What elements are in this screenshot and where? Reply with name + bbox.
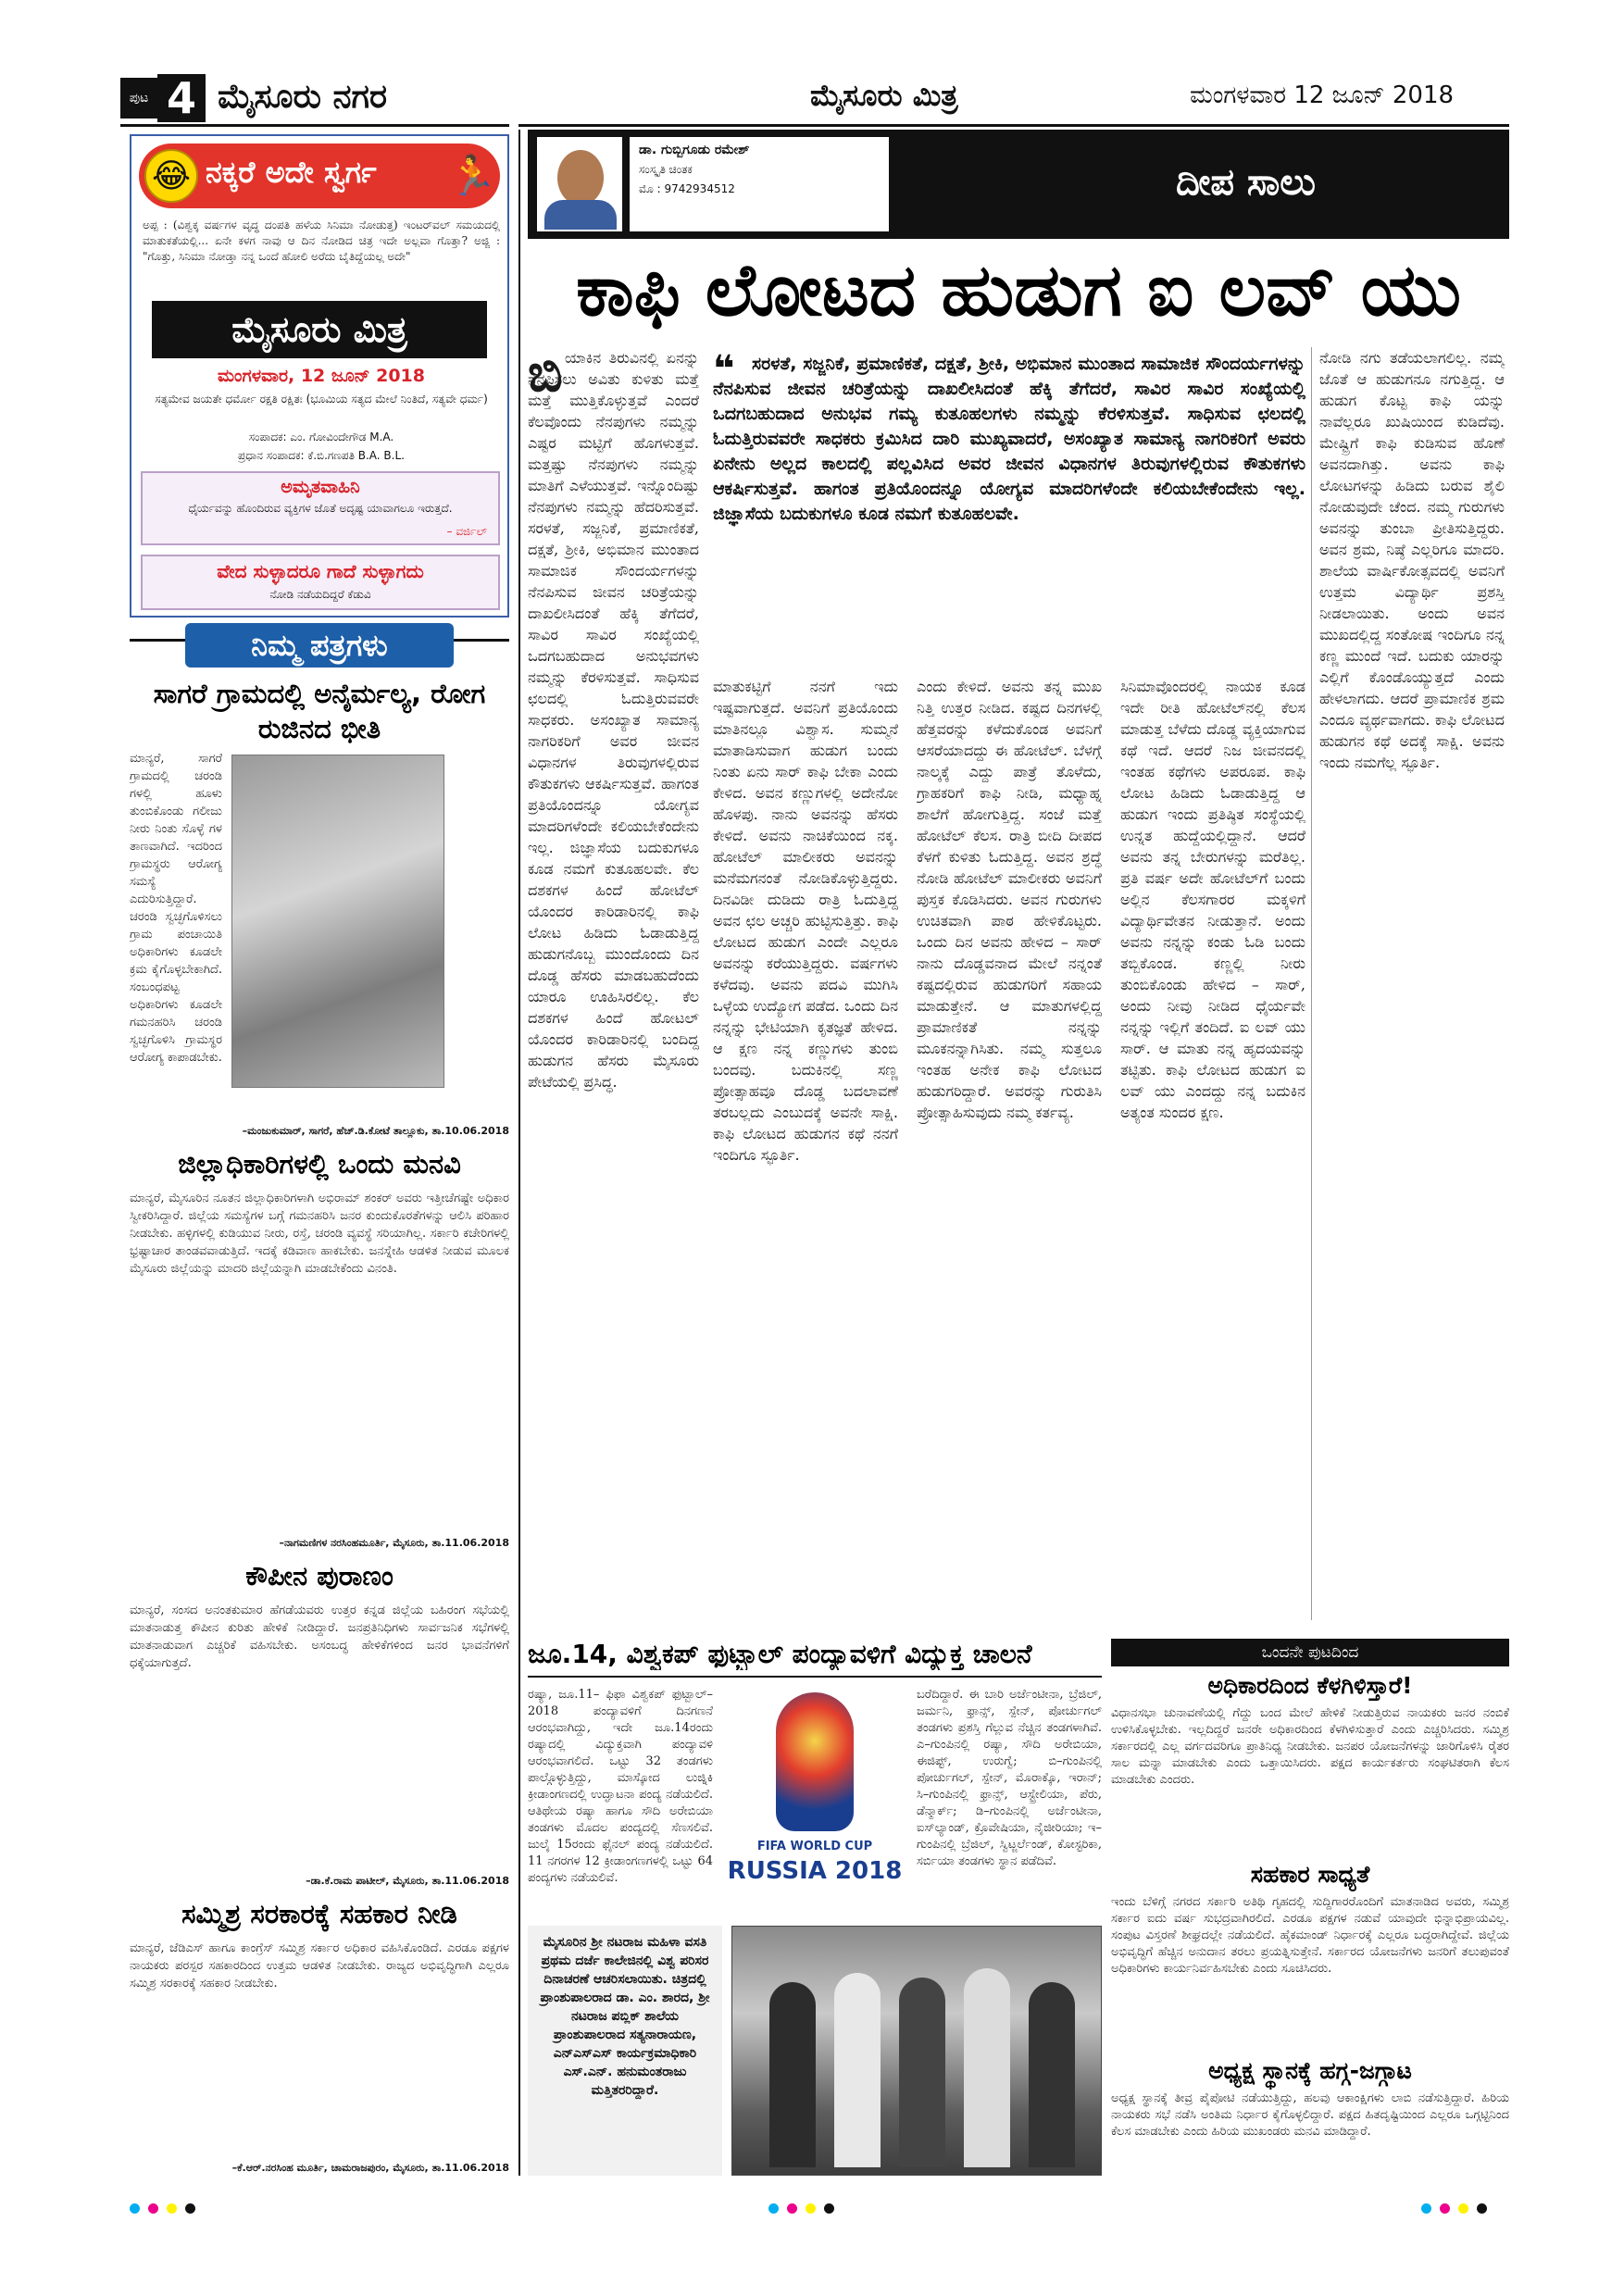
cartoon-icon: 🏃	[448, 153, 497, 198]
amrutha-text: ಧೈರ್ಯವನ್ನು ಹೊಂದಿರುವ ವ್ಯಕ್ತಿಗಳ ಜೊತೆ ಅದೃಷ್ಟ ಯಾವಾಗಲೂ ಇರುತ್ತದೆ.	[188, 502, 453, 515]
rb-head3: ಅಧ್ಯಕ್ಷ ಸ್ಥಾನಕ್ಕೆ ಹಗ್ಗ-ಜಗ್ಗಾಟ	[1208, 2057, 1412, 2084]
column-divider	[518, 130, 520, 2176]
letter4-body: ಮಾನ್ಯರೆ, ಜೆಡಿಎಸ್ ಹಾಗೂ ಕಾಂಗ್ರೆಸ್ ಸಮ್ಮಿಶ್ರ ಸರ್ಕಾರ ಅಧಿಕಾರ ವಹಿಸಿಕೊಂಡಿದೆ. ಎರಡೂ ಪಕ್ಷಗಳ ನಾಯಕರು ಪರಸ್ಪರ ಸಹಕಾರದಿಂದ ಉತ್ತಮ ಆಡಳಿತ ನೀಡಬೇಕು. ರಾಜ್ಯದ ಅಭಿವೃದ್ಧಿಗಾಗಿ ಎಲ್ಲರೂ ಸಮ್ಮಿಶ್ರ ಸರಕಾರಕ್ಕೆ ಸಹಕಾರ ನೀಡಬೇಕು.	[130, 1941, 509, 1990]
registration-marks-center	[768, 2200, 843, 2217]
fifa-body1: ರಷ್ಯಾ, ಜೂ.11– ಫಿಫಾ ವಿಶ್ವಕಪ್ ಫುಟ್ಬಾಲ್–2018 ಪಂದ್ಯಾವಳಿಗೆ ದಿನಗಣನೆ ಆರಂಭವಾಗಿದ್ದು, ಇದೇ ಜೂ.14ರಂದು ರಷ್ಯಾದಲ್ಲಿ ವಿದ್ಯುಕ್ತವಾಗಿ ಪಂದ್ಯಾವಳಿ ಆರಂಭವಾಗಲಿದೆ. ಒಟ್ಟು 32 ತಂಡಗಳು ಪಾಲ್ಗೊಳ್ಳುತ್ತಿದ್ದು, ಮಾಸ್ಕೋದ ಲುಜ್ನಿಕಿ ಕ್ರೀಡಾಂಗಣದಲ್ಲಿ ಉದ್ಘಾಟನಾ ಪಂದ್ಯ ನಡೆಯಲಿದೆ. ಆತಿಥೇಯ ರಷ್ಯಾ ಹಾಗೂ ಸೌದಿ ಅರೇಬಿಯಾ ತಂಡಗಳು ಮೊದಲ ಪಂದ್ಯದಲ್ಲಿ ಸೆಣಸಲಿವೆ. ಜುಲೈ 15ರಂದು ಫೈನಲ್ ಪಂದ್ಯ ನಡೆಯಲಿದೆ. 11 ನಗರಗಳ 12 ಕ್ರೀಡಾಂಗಣಗಳಲ್ಲಿ ಒಟ್ಟು 64 ಪಂದ್ಯಗಳು ನಡೆಯಲಿವೆ.	[528, 1688, 713, 1885]
registration-marks-left	[130, 2200, 204, 2217]
letters-banner: ನಿಮ್ಮ ಪತ್ರಗಳು	[185, 623, 454, 668]
humor-box	[130, 134, 509, 618]
registration-marks-right	[1421, 2200, 1495, 2217]
drop-cap: ಬಿ	[528, 347, 563, 399]
amrutha-box	[141, 471, 500, 545]
intro-text: ಸರಳತೆ, ಸಜ್ಜನಿಕೆ, ಪ್ರಮಾಣಿಕತೆ, ದಕ್ಷತೆ, ಶ್ರೀಕಿ, ಅಭಿಮಾನ ಮುಂತಾದ ಸಾಮಾಜಿಕ ಸೌಂದರ್ಯಗಳನ್ನು ನೆನಪಿಸುವ ಜೀವನ ಚರಿತ್ರೆಯನ್ನು ದಾಖಲೀಸಿದಂತೆ ಹೆಕ್ಕಿ ತೆಗೆದರೆ, ಸಾವಿರ ಸಾವಿರ ಸಂಖ್ಯೆಯಲ್ಲಿ ಒದಗಬಹುದಾದ ಅನುಭವ ಗಮ್ಯ ಕುತೂಹಲಗಳು ನಮ್ಮನ್ನು ಕೆರಳಿಸುತ್ತವೆ. ಸಾಧಿಸುವ ಛಲದಲ್ಲಿ ಓದುತ್ತಿರುವವರೇ ಸಾಧಕರು ಕ್ರಮಿಸಿದ ದಾರಿ ಮುಖ್ಯವಾದರೆ, ಅಸಂಖ್ಯಾತ ಸಾಮಾನ್ಯ ನಾಗರಿಕರಿಗೆ ಅವರು ಏನೇನು ಅಲ್ಲದ ಕಾಲದಲ್ಲಿ ಪಲ್ಲವಿಸಿದ ಅವರ ಜೀವನ ವಿಧಾನಗಳ ತಿರುವುಗಳಲ್ಲಿರುವ ಕೌತುಕಗಳು ಆಕರ್ಷಿಸುತ್ತವೆ. ಹಾಗಂತ ಪ್ರತಿಯೊಂದನ್ನೂ ಯೋಗ್ಯವ ಮಾದರಿಗಳೆಂದೇ ಕಲಿಯಬೇಕೆಂದೇನು ಇಲ್ಲ. ಜಿಜ್ಞಾಸೆಯ ಬದುಕುಗಳೂ ಕೂಡ ನಮಗೆ ಕುತೂಹಲವೇ.	[713, 354, 1305, 524]
rb-head1: ಅಧಿಕಾರದಿಂದ ಕೆಳಗಿಳಿಸ್ತಾರೆ!	[1207, 1672, 1413, 1699]
paper-name: ಮೈಸೂರು ಮಿತ್ರ	[810, 78, 958, 113]
letter2-body: ಮಾನ್ಯರೆ, ಮೈಸೂರಿನ ನೂತನ ಜಿಲ್ಲಾಧಿಕಾರಿಗಳಾಗಿ ಅಭಿರಾಮ್ ಶಂಕರ್ ಅವರು ಇತ್ತೀಚೆಗಷ್ಟೇ ಅಧಿಕಾರ ಸ್ವೀಕರಿಸಿದ್ದಾರೆ. ಜಿಲ್ಲೆಯ ಸಮಸ್ಯೆಗಳ ಬಗ್ಗೆ ಗಮನಹರಿಸಿ ಜನರ ಕುಂದುಕೊರತೆಗಳನ್ನು ಆಲಿಸಿ ಪರಿಹಾರ ನೀಡಬೇಕು. ಹಳ್ಳಿಗಳಲ್ಲಿ ಕುಡಿಯುವ ನೀರು, ರಸ್ತೆ, ಚರಂಡಿ ವ್ಯವಸ್ಥೆ ಸರಿಯಾಗಿಲ್ಲ. ಸರ್ಕಾರಿ ಕಚೇರಿಗಳಲ್ಲಿ ಭ್ರಷ್ಟಾಚಾರ ತಾಂಡವವಾಡುತ್ತಿದೆ. ಇದಕ್ಕೆ ಕಡಿವಾಣ ಹಾಕಬೇಕು. ಜನಸ್ನೇಹಿ ಆಡಳಿತ ನೀಡುವ ಮೂಲಕ ಮೈಸೂರು ಜಿಲ್ಲೆಯನ್ನು ಮಾದರಿ ಜಿಲ್ಲೆಯನ್ನಾಗಿ ಮಾಡಬೇಕೆಂದು ವಿನಂತಿ.	[130, 1192, 509, 1276]
event-photo	[731, 1926, 1102, 2176]
quote-mark: ❝	[713, 348, 735, 391]
humor-title-bar	[139, 144, 500, 208]
column-name: ದೀಪ ಸಾಲು	[1176, 161, 1316, 204]
issue-date: ಮಂಗಳವಾರ 12 ಜೂನ್ 2018	[1190, 81, 1455, 109]
right-bottom	[1111, 1639, 1509, 2176]
letter2-title: ಜಿಲ್ಲಾಧಿಕಾರಿಗಳಲ್ಲಿ ಒಂದು ಮನವಿ	[178, 1148, 461, 1179]
proverb-sub: ನೋಡಿ ನಡೆಯದಿದ್ದರೆ ಕೆಡುವಿ	[269, 588, 371, 601]
person-silhouette	[964, 1968, 1010, 2167]
motto: ಸತ್ಯಮೇವ ಜಯತೇ ಧರ್ಮೋ ರಕ್ಷತಿ ರಕ್ಷಿತಃ (ಭೂಮಿಯ ಸತ್ಯದ ಮೇಲೆ ನಿಂತಿದೆ, ಸತ್ಯವೇ ಧರ್ಮ)	[155, 393, 488, 406]
masthead-rule-left	[120, 124, 509, 127]
column-header-bar	[528, 130, 1509, 239]
author-phone: ಮೊ : 9742934512	[639, 182, 735, 195]
event-caption: ಮೈಸೂರಿನ ಶ್ರೀ ನಟರಾಜ ಮಹಿಳಾ ವಸತಿ ಪ್ರಥಮ ದರ್ಜೆ ಕಾಲೇಜಿನಲ್ಲಿ ವಿಶ್ವ ಪರಿಸರ ದಿನಾಚರಣೆ ಆಚರಿಸಲಾಯಿತು. ಚಿತ್ರದಲ್ಲಿ ಪ್ರಾಂಶುಪಾಲರಾದ ಡಾ. ಎಂ. ಶಾರದ, ಶ್ರೀ ನಟರಾಜ ಪಬ್ಲಿಕ್ ಶಾಲೆಯ ಪ್ರಾಂಶುಪಾಲರಾದ ಸತ್ಯನಾರಾಯಣ, ಎನ್‌ಎಸ್‌ಎಸ್ ಕಾರ್ಯಕ್ರಮಾಧಿಕಾರಿ ಎಸ್.ಎನ್. ಹನುಮಂತರಾಜು ಮತ್ತಿತರರಿದ್ದಾರೆ.	[528, 1926, 722, 2176]
fifa-rule	[528, 1676, 1102, 1678]
continued-bar: ಒಂದನೇ ಪುಟದಿಂದ	[1111, 1639, 1509, 1666]
headline: ಕಾಫಿ ಲೋಟದ ಹುಡುಗ ಐ ಲವ್ ಯು	[576, 249, 1461, 332]
amrutha-title: ಅಮೃತವಾಹಿನಿ	[281, 477, 360, 497]
humor-title: ನಕ್ಕರೆ ಅದೇ ಸ್ವರ್ಗ	[206, 155, 377, 190]
page-label-box: ಪುಟ	[120, 78, 157, 119]
logo-text2: RUSSIA 2018	[727, 1857, 903, 1885]
col3: ಎಂದು ಕೇಳಿದೆ. ಅವನು ತನ್ನ ಮುಖ ನಿತ್ತಿ ಉತ್ತರ ನೀಡಿದ. ಕಷ್ಟದ ದಿನಗಳಲ್ಲಿ ಹೆತ್ತವರನ್ನು ಕಳೆದುಕೊಂಡ ಅವನಿಗೆ ಆಸರೆಯಾದದ್ದು ಈ ಹೋಟೆಲ್. ಬೆಳಗ್ಗೆ ನಾಲ್ಕಕ್ಕೆ ಎದ್ದು ಪಾತ್ರೆ ತೊಳೆದು, ಗ್ರಾಹಕರಿಗೆ ಕಾಫಿ ನೀಡಿ, ಮಧ್ಯಾಹ್ನ ಶಾಲೆಗೆ ಹೋಗುತ್ತಿದ್ದ. ಸಂಜೆ ಮತ್ತೆ ಹೋಟೆಲ್ ಕೆಲಸ. ರಾತ್ರಿ ಬೀದಿ ದೀಪದ ಕೆಳಗೆ ಕುಳಿತು ಓದುತ್ತಿದ್ದ. ಅವನ ಶ್ರದ್ಧೆ ನೋಡಿ ಹೋಟೆಲ್ ಮಾಲೀಕರು ಅವನಿಗೆ ಪುಸ್ತಕ ಕೊಡಿಸಿದರು. ಅವನ ಗುರುಗಳು ಉಚಿತವಾಗಿ ಪಾಠ ಹೇಳಿಕೊಟ್ಟರು. ಒಂದು ದಿನ ಅವನು ಹೇಳಿದ – ಸಾರ್ ನಾನು ದೊಡ್ಡವನಾದ ಮೇಲೆ ನನ್ನಂತೆ ಕಷ್ಟದಲ್ಲಿರುವ ಹುಡುಗರಿಗೆ ಸಹಾಯ ಮಾಡುತ್ತೇನೆ. ಆ ಮಾತುಗಳಲ್ಲಿದ್ದ ಪ್ರಾಮಾಣಿಕತೆ ನನ್ನನ್ನು ಮೂಕನನ್ನಾಗಿಸಿತು. ನಮ್ಮ ಸುತ್ತಲೂ ಇಂತಹ ಅನೇಕ ಕಾಫಿ ಲೋಟದ ಹುಡುಗರಿದ್ದಾರೆ. ಅವರನ್ನು ಗುರುತಿಸಿ ಪ್ರೋತ್ಸಾಹಿಸುವುದು ನಮ್ಮ ಕರ್ತವ್ಯ.	[917, 678, 1102, 1121]
proverb: ವೇದ ಸುಳ್ಳಾದರೂ ಗಾದೆ ಸುಳ್ಳಾಗದು	[217, 560, 424, 582]
author-face	[557, 150, 604, 206]
fifa-headline: ಜೂ.14, ವಿಶ್ವಕಪ್ ಫುಟ್ಬಾಲ್ ಪಂದ್ಯಾವಳಿಗೆ ವಿದ್ಯುಕ್ತ ಚಾಲನೆ	[528, 1639, 1032, 1669]
rb-head2: ಸಹಕಾರ ಸಾಧ್ಯತೆ	[1250, 1861, 1370, 1888]
section-name: ಮೈಸೂರು ನಗರ	[218, 78, 388, 116]
person-silhouette	[1029, 1982, 1075, 2167]
logo-text1: FIFA WORLD CUP	[756, 1840, 873, 1853]
author-role: ಸಂಸ್ಕೃತಿ ಚಿಂತಕ	[639, 163, 693, 176]
laugh-icon: 😂	[144, 149, 198, 203]
editor-line: ಸಂಪಾದಕ: ಎಂ. ಗೋವಿಂದೇಗೌಡ M.A.	[248, 430, 394, 443]
masthead-rule-right	[518, 124, 1509, 127]
letter4-sign: –ಕೆ.ಆರ್.ನರಸಿಂಹ ಮೂರ್ತಿ, ಚಾಮರಾಜಪುರಂ, ಮೈಸೂರು, ತಾ.11.06.2018	[231, 2162, 509, 2174]
rb-body2: ಇಂದು ಬೆಳಿಗ್ಗೆ ನಗರದ ಸರ್ಕಾರಿ ಅತಿಥಿ ಗೃಹದಲ್ಲಿ ಸುದ್ದಿಗಾರರೊಂದಿಗೆ ಮಾತನಾಡಿದ ಅವರು, ಸಮ್ಮಿಶ್ರ ಸರ್ಕಾರ ಐದು ವರ್ಷ ಸುಭದ್ರವಾಗಿರಲಿದೆ. ಎರಡೂ ಪಕ್ಷಗಳ ನಡುವೆ ಯಾವುದೇ ಭಿನ್ನಾಭಿಪ್ರಾಯವಿಲ್ಲ. ಸಂಪುಟ ವಿಸ್ತರಣೆ ಶೀಘ್ರದಲ್ಲೇ ನಡೆಯಲಿದೆ. ಹೈಕಮಾಂಡ್ ನಿರ್ಧಾರಕ್ಕೆ ಎಲ್ಲರೂ ಬದ್ಧರಾಗಿದ್ದೇವೆ. ಜಿಲ್ಲೆಯ ಅಭಿವೃದ್ಧಿಗೆ ಹೆಚ್ಚಿನ ಅನುದಾನ ತರಲು ಪ್ರಯತ್ನಿಸುತ್ತೇನೆ. ಸರ್ಕಾರದ ಯೋಜನೆಗಳು ಜನರಿಗೆ ತಲುಪುವಂತೆ ಅಧಿಕಾರಿಗಳು ಕಾರ್ಯನಿರ್ವಹಿಸಬೇಕು ಎಂದು ಸೂಚಿಸಿದರು.	[1111, 1895, 1509, 1976]
letter3-body: ಮಾನ್ಯರೆ, ಸಂಸದ ಅನಂತಕುಮಾರ ಹೆಗಡೆಯವರು ಉತ್ತರ ಕನ್ನಡ ಜಿಲ್ಲೆಯ ಬಹಿರಂಗ ಸಭೆಯಲ್ಲಿ ಮಾತನಾಡುತ್ತ ಕೌಪೀನ ಕುರಿತು ಹೇಳಿಕೆ ನೀಡಿದ್ದಾರೆ. ಜನಪ್ರತಿನಿಧಿಗಳು ಸಾರ್ವಜನಿಕ ಸಭೆಗಳಲ್ಲಿ ಮಾತನಾಡುವಾಗ ಎಚ್ಚರಿಕೆ ವಹಿಸಬೇಕು. ಅಸಂಬದ್ಧ ಹೇಳಿಕೆಗಳಿಂದ ಜನರ ಭಾವನೆಗಳಿಗೆ ಧಕ್ಕೆಯಾಗುತ್ತದೆ.	[130, 1603, 509, 1670]
col4: ಸಿನಿಮಾವೊಂದರಲ್ಲಿ ನಾಯಕ ಕೂಡ ಇದೇ ರೀತಿ ಹೋಟೆಲ್‌ನಲ್ಲಿ ಕೆಲಸ ಮಾಡುತ್ತ ಬೆಳೆದು ದೊಡ್ಡ ವ್ಯಕ್ತಿಯಾಗುವ ಕಥೆ ಇದೆ. ಆದರೆ ನಿಜ ಜೀವನದಲ್ಲಿ ಇಂತಹ ಕಥೆಗಳು ಅಪರೂಪ. ಕಾಫಿ ಲೋಟ ಹಿಡಿದು ಓಡಾಡುತ್ತಿದ್ದ ಆ ಹುಡುಗ ಇಂದು ಪ್ರತಿಷ್ಠಿತ ಸಂಸ್ಥೆಯಲ್ಲಿ ಉನ್ನತ ಹುದ್ದೆಯಲ್ಲಿದ್ದಾನೆ. ಆದರೆ ಅವನು ತನ್ನ ಬೇರುಗಳನ್ನು ಮರೆತಿಲ್ಲ. ಪ್ರತಿ ವರ್ಷ ಅದೇ ಹೋಟೆಲ್‌ಗೆ ಬಂದು ಅಲ್ಲಿನ ಕೆಲಸಗಾರರ ಮಕ್ಕಳಿಗೆ ವಿದ್ಯಾರ್ಥಿವೇತನ ನೀಡುತ್ತಾನೆ. ಅಂದು ಅವನು ನನ್ನನ್ನು ಕಂಡು ಓಡಿ ಬಂದು ತಬ್ಬಿಕೊಂಡ. ಕಣ್ಣಲ್ಲಿ ನೀರು ತುಂಬಿಕೊಂಡು ಹೇಳಿದ – ಸಾರ್, ಅಂದು ನೀವು ನೀಡಿದ ಧೈರ್ಯವೇ ನನ್ನನ್ನು ಇಲ್ಲಿಗೆ ತಂದಿದೆ. ಐ ಲವ್ ಯು ಸಾರ್. ಆ ಮಾತು ನನ್ನ ಹೃದಯವನ್ನು ತಟ್ಟಿತು. ಕಾಫಿ ಲೋಟದ ಹುಡುಗ ಐ ಲವ್ ಯು ಎಂದದ್ದು ನನ್ನ ಬದುಕಿನ ಅತ್ಯಂತ ಸುಂದರ ಕ್ಷಣ.	[1120, 678, 1305, 1121]
letter1-title: ಸಾಗರೆ ಗ್ರಾಮದಲ್ಲಿ ಅನೈರ್ಮಲ್ಯ, ರೋಗ ರುಜಿನದ ಭೀತಿ	[153, 678, 486, 744]
rb-body1: ವಿಧಾನಸಭಾ ಚುನಾವಣೆಯಲ್ಲಿ ಗೆದ್ದು ಬಂದ ಮೇಲೆ ಹೇಳಿಕೆ ನೀಡುತ್ತಿರುವ ನಾಯಕರು ಜನರ ನಂಬಿಕೆ ಉಳಿಸಿಕೊಳ್ಳಬೇಕು. ಇಲ್ಲದಿದ್ದರೆ ಜನರೇ ಅಧಿಕಾರದಿಂದ ಕೆಳಗಿಳಿಸುತ್ತಾರೆ ಎಂದು ಎಚ್ಚರಿಸಿದರು. ಸಮ್ಮಿಶ್ರ ಸರ್ಕಾರದಲ್ಲಿ ಎಲ್ಲ ವರ್ಗದವರಿಗೂ ಪ್ರಾತಿನಿಧ್ಯ ನೀಡಬೇಕು. ಜನಪರ ಯೋಜನೆಗಳನ್ನು ಜಾರಿಗೊಳಿಸಿ ರೈತರ ಸಾಲ ಮನ್ನಾ ಮಾಡಬೇಕು ಎಂದು ಒತ್ತಾಯಿಸಿದರು. ಪಕ್ಷದ ಕಾರ್ಯಕರ್ತರು ಸಂಘಟಿತರಾಗಿ ಕೆಲಸ ಮಾಡಬೇಕು ಎಂದರು.	[1111, 1706, 1509, 1787]
trophy-icon	[776, 1692, 854, 1831]
humor-text: ಅಪ್ಪ : (ವಿಶ್ವಕ್ಕ ವರ್ಷಗಳ ವೃದ್ಧ ದಂಪತಿ ಹಳೆಯ ಸಿನಿಮಾ ನೋಡುತ್ತ) ಇಂಟರ್‌ವಲ್ ಸಮಯದಲ್ಲಿ ಮಾತುಕತೆಯಲ್ಲಿ... ಏನೇ ಕಳಗ ನಾವು ಆ ದಿನ ನೋಡಿದ ಚಿತ್ರ ಇದೇ ಅಲ್ಲವಾ ಗೊತ್ತಾ? ಅಜ್ಜಿ : "ಗೊತ್ತು, ಸಿನಿಮಾ ನೋಡ್ತಾ ನನ್ನ ಒಂದೆ ಹೋಲಿ ಅರೆದು ಬೈತಿದ್ದೆಯಲ್ಲ ಅದೇ"	[143, 218, 500, 263]
amrutha-author: – ವರ್ಜಿಲ್	[446, 525, 487, 538]
col1-top: ಯಾಕಿನ ತಿರುವಿನಲ್ಲಿ ಏನನ್ನು ನೆನಪಿಸಲು ಅವಿತು ಕುಳಿತು ಮತ್ತೆ ಮತ್ತೆ ಮುತ್ತಿಕೊಳ್ಳುತ್ತವೆ ಎಂದರೆ ಕೆಲವೊಂದು ನೆನಪುಗಳು ನಮ್ಮನ್ನು ಎಷ್ಟರ ಮಟ್ಟಿಗೆ ಹೊಗಳುತ್ತವೆ. ಮತ್ತಷ್ಟು ನೆನಪುಗಳು ನಮ್ಮನ್ನು ಮಾತಿಗೆ ಎಳೆಯುತ್ತವೆ. ಇನ್ನೊಂದಿಷ್ಟು ನೆನಪುಗಳು ನಮ್ಮನ್ನು ಹೆದರಿಸುತ್ತವೆ. ಸರಳತೆ, ಸಜ್ಜನಿಕೆ, ಪ್ರಮಾಣಿಕತೆ, ದಕ್ಷತೆ, ಶ್ರೀಕಿ, ಅಭಿಮಾನ ಮುಂತಾದ ಸಾಮಾಜಿಕ ಸೌಂದರ್ಯಗಳನ್ನು ನೆನಪಿಸುವ ಜೀವನ ಚರಿತ್ರೆಯನ್ನು ದಾಖಲೀಸಿದಂತೆ ಹೆಕ್ಕಿ ತೆಗೆದರೆ, ಸಾವಿರ ಸಾವಿರ ಸಂಖ್ಯೆಯಲ್ಲಿ ಒದಗಬಹುದಾದ ಅನುಭವಗಳು ನಮ್ಮನ್ನು ಕೆರಳಿಸುತ್ತವೆ. ಸಾಧಿಸುವ ಛಲದಲ್ಲಿ ಓದುತ್ತಿರುವವರೇ ಸಾಧಕರು. ಅಸಂಖ್ಯಾತ ಸಾಮಾನ್ಯ ನಾಗರಿಕರಿಗೆ ಅವರ ಜೀವನ ವಿಧಾನಗಳ ತಿರುವುಗಳಲ್ಲಿರುವ ಕೌತುಕಗಳು ಆಕರ್ಷಿಸುತ್ತವೆ. ಹಾಗಂತ ಪ್ರತಿಯೊಂದನ್ನೂ ಯೋಗ್ಯವ ಮಾದರಿಗಳೆಂದೇ ಕಲಿಯಬೇಕೆಂದೇನು ಇಲ್ಲ. ಜಿಜ್ಞಾಸೆಯ ಬದುಕುಗಳೂ ಕೂಡ ನಮಗೆ ಕುತೂಹಲವೇ. ಕೆಲ ದಶಕಗಳ ಹಿಂದೆ ಹೋಟೆಲ್ ಯೊಂದರ ಕಾರಿಡಾರಿನಲ್ಲಿ ಕಾಫಿ ಲೋಟ ಹಿಡಿದು ಓಡಾಡುತ್ತಿದ್ದ ಹುಡುಗನೊಬ್ಬ ಮುಂದೊಂದು ದಿನ ದೊಡ್ಡ ಹೆಸರು ಮಾಡಬಹುದೆಂದು ಯಾರೂ ಊಹಿಸಿರಲಿಲ್ಲ. ಕೆಲ ದಶಕಗಳ ಹಿಂದೆ ಹೋಟಲ್ ಯೊಂದರ ಕಾರಿಡಾರಿನಲ್ಲಿ ಬಂದಿದ್ದ ಹುಡುಗನ ಹೆಸರು ಮೈಸೂರು ಪೇಟೆಯಲ್ಲಿ ಪ್ರಸಿದ್ಧ.	[528, 349, 699, 1091]
person-silhouette	[769, 1982, 816, 2167]
fifa-body2: ಬರೆದಿದ್ದಾರೆ. ಈ ಬಾರಿ ಅರ್ಜೆಂಟೀನಾ, ಬ್ರೆಜಿಲ್, ಜರ್ಮನಿ, ಫ್ರಾನ್ಸ್, ಸ್ಪೇನ್, ಪೋರ್ಚುಗಲ್ ತಂಡಗಳು ಪ್ರಶಸ್ತಿ ಗೆಲ್ಲುವ ನೆಚ್ಚಿನ ತಂಡಗಳಾಗಿವೆ. ಎ–ಗುಂಪಿನಲ್ಲಿ ರಷ್ಯಾ, ಸೌದಿ ಅರೇಬಿಯಾ, ಈಜಿಪ್ಟ್, ಉರುಗ್ವೆ; ಬಿ–ಗುಂಪಿನಲ್ಲಿ ಪೋರ್ಚುಗಲ್, ಸ್ಪೇನ್, ಮೊರಾಕ್ಕೊ, ಇರಾನ್; ಸಿ–ಗುಂಪಿನಲ್ಲಿ ಫ್ರಾನ್ಸ್, ಆಸ್ಟ್ರೇಲಿಯಾ, ಪೆರು, ಡೆನ್ಮಾರ್ಕ್; ಡಿ–ಗುಂಪಿನಲ್ಲಿ ಅರ್ಜೆಂಟೀನಾ, ಐಸ್‌ಲ್ಯಾಂಡ್, ಕ್ರೊವೇಷಿಯಾ, ನೈಜೀರಿಯಾ; ಇ–ಗುಂಪಿನಲ್ಲಿ ಬ್ರೆಜಿಲ್, ಸ್ವಿಟ್ಜರ್ಲೆಂಡ್, ಕೋಸ್ಟರಿಕಾ, ಸರ್ಬಿಯಾ ತಂಡಗಳು ಸ್ಥಾನ ಪಡೆದಿವೆ.	[917, 1688, 1102, 1868]
page-number-box: 4	[157, 74, 206, 122]
author-shirt	[544, 200, 617, 230]
chief-editor-line: ಪ್ರಧಾನ ಸಂಪಾದಕ: ಕೆ.ಬಿ.ಗಣಪತಿ B.A. B.L.	[238, 449, 405, 462]
letter1-photo	[231, 755, 444, 1088]
letter3-sign: –ಡಾ.ಕೆ.ರಾಮ ಪಾಟೀಲ್, ಮೈಸೂರು, ತಾ.11.06.2018	[306, 1875, 509, 1887]
fifa-article	[528, 1639, 1102, 1916]
letter1-sign: –ಮಂಜುಕುಮಾರ್, ಸಾಗರೆ, ಹೆಚ್.ಡಿ.ಕೋಟೆ ತಾಲ್ಲೂಕು, ತಾ.10.06.2018	[242, 1125, 509, 1137]
paper-box-date: ಮಂಗಳವಾರ, 12 ಜೂನ್ 2018	[217, 366, 426, 386]
author-info	[630, 137, 889, 231]
col5-divider	[1311, 347, 1312, 1620]
column-article	[528, 130, 1509, 1629]
letter2-sign: –ನಾಗಮಣಿಗಳ ನರಸಿಂಹಮೂರ್ತಿ, ಮೈಸೂರು, ತಾ.11.06.2018	[279, 1537, 509, 1549]
fifa-logo	[722, 1687, 907, 1914]
author-name: ಡಾ. ಗುಬ್ಬಿಗೂಡು ರಮೇಶ್	[639, 143, 750, 157]
letter3-title: ಕೌಪೀನ ಪುರಾಣಂ	[245, 1560, 394, 1591]
author-photo	[537, 137, 622, 231]
left-column	[130, 134, 509, 2176]
letter1-body: ಮಾನ್ಯರೆ, ಸಾಗರೆ ಗ್ರಾಮದಲ್ಲಿ ಚರಂಡಿ ಗಳಲ್ಲಿ ಹೂಳು ತುಂಬಿಕೊಂಡು ಗಲೀಜು ನೀರು ನಿಂತು ಸೊಳ್ಳೆ ಗಳ ತಾಣವಾಗಿದೆ. ಇದರಿಂದ ಗ್ರಾಮಸ್ಥರು ಆರೋಗ್ಯ ಸಮಸ್ಯೆ ಎದುರಿಸುತ್ತಿದ್ದಾರೆ. ಚರಂಡಿ ಸ್ವಚ್ಛಗೊಳಿಸಲು ಗ್ರಾಮ ಪಂಚಾಯಿತಿ ಅಧಿಕಾರಿಗಳು ಕೂಡಲೇ ಕ್ರಮ ಕೈಗೊಳ್ಳಬೇಕಾಗಿದೆ. ಸಂಬಂಧಪಟ್ಟ ಅಧಿಕಾರಿಗಳು ಕೂಡಲೇ ಗಮನಹರಿಸಿ ಚರಂಡಿ ಸ್ವಚ್ಛಗೊಳಿಸಿ ಗ್ರಾಮಸ್ಥರ ಆರೋಗ್ಯ ಕಾಪಾಡಬೇಕು.	[130, 752, 222, 1065]
masthead	[120, 74, 1509, 122]
col2: ಮಾತುಕಟ್ಟಿಗೆ ನನಗೆ ಇದು ಇಷ್ಟವಾಗುತ್ತದೆ. ಅವನಿಗೆ ಪ್ರತಿಯೊಂದು ಮಾತಿನಲ್ಲೂ ವಿಶ್ವಾಸ. ಸುಮ್ಮನೆ ಮಾತಾಡಿಸುವಾಗ ಹುಡುಗ ಬಂದು ನಿಂತು ಏನು ಸಾರ್ ಕಾಫಿ ಬೇಕಾ ಎಂದು ಕೇಳಿದ. ಅವನ ಕಣ್ಣುಗಳಲ್ಲಿ ಅದೇನೋ ಹೊಳಪು. ನಾನು ಅವನನ್ನು ಹೆಸರು ಕೇಳಿದೆ. ಅವನು ನಾಚಿಕೆಯಿಂದ ನಕ್ಕ. ಹೋಟೆಲ್ ಮಾಲೀಕರು ಅವನನ್ನು ಮನೆಮಗನಂತೆ ನೋಡಿಕೊಳ್ಳುತ್ತಿದ್ದರು. ದಿನವಿಡೀ ದುಡಿದು ರಾತ್ರಿ ಓದುತ್ತಿದ್ದ ಅವನ ಛಲ ಅಚ್ಚರಿ ಹುಟ್ಟಿಸುತ್ತಿತ್ತು. ಕಾಫಿ ಲೋಟದ ಹುಡುಗ ಎಂದೇ ಎಲ್ಲರೂ ಅವನನ್ನು ಕರೆಯುತ್ತಿದ್ದರು. ವರ್ಷಗಳು ಕಳೆದವು. ಅವನು ಪದವಿ ಮುಗಿಸಿ ಒಳ್ಳೆಯ ಉದ್ಯೋಗ ಪಡೆದ. ಒಂದು ದಿನ ನನ್ನನ್ನು ಭೇಟಿಯಾಗಿ ಕೃತಜ್ಞತೆ ಹೇಳಿದ. ಆ ಕ್ಷಣ ನನ್ನ ಕಣ್ಣುಗಳು ತುಂಬಿ ಬಂದವು. ಬದುಕಿನಲ್ಲಿ ಸಣ್ಣ ಪ್ರೋತ್ಸಾಹವೂ ದೊಡ್ಡ ಬದಲಾವಣೆ ತರಬಲ್ಲದು ಎಂಬುದಕ್ಕೆ ಅವನೇ ಸಾಕ್ಷಿ. ಕಾಫಿ ಲೋಟದ ಹುಡುಗನ ಕಥೆ ನನಗೆ ಇಂದಿಗೂ ಸ್ಫೂರ್ತಿ.	[713, 678, 898, 1164]
rb-body3: ಅಧ್ಯಕ್ಷ ಸ್ಥಾನಕ್ಕೆ ತೀವ್ರ ಪೈಪೋಟಿ ನಡೆಯುತ್ತಿದ್ದು, ಹಲವು ಆಕಾಂಕ್ಷಿಗಳು ಲಾಬಿ ನಡೆಸುತ್ತಿದ್ದಾರೆ. ಹಿರಿಯ ನಾಯಕರು ಸಭೆ ನಡೆಸಿ ಅಂತಿಮ ನಿರ್ಧಾರ ಕೈಗೊಳ್ಳಲಿದ್ದಾರೆ. ಪಕ್ಷದ ಹಿತದೃಷ್ಟಿಯಿಂದ ಎಲ್ಲರೂ ಒಗ್ಗಟ್ಟಿನಿಂದ ಕೆಲಸ ಮಾಡಬೇಕು ಎಂದು ಹಿರಿಯ ಮುಖಂಡರು ಮನವಿ ಮಾಡಿದ್ದಾರೆ.	[1111, 2091, 1509, 2139]
col5: ನೋಡಿ ನಗು ತಡೆಯಲಾಗಲಿಲ್ಲ. ನಮ್ಮ ಜೊತೆ ಆ ಹುಡುಗನೂ ನಗುತ್ತಿದ್ದ. ಆ ಹುಡುಗ ಕೊಟ್ಟ ಕಾಫಿ ಯನ್ನು ನಾವೆಲ್ಲರೂ ಖುಷಿಯಿಂದ ಕುಡಿದೆವು. ಮೇಷ್ಟ್ರಿಗೆ ಕಾಫಿ ಕುಡಿಸುವ ಹೊಣೆ ಅವನದಾಗಿತ್ತು. ಅವನು ಕಾಫಿ ಲೋಟಗಳನ್ನು ಹಿಡಿದು ಬರುವ ಶೈಲಿ ನೋಡುವುದೇ ಚೆಂದ. ನಮ್ಮ ಗುರುಗಳು ಅವನನ್ನು ತುಂಬಾ ಪ್ರೀತಿಸುತ್ತಿದ್ದರು. ಅವನ ಶ್ರಮ, ನಿಷ್ಠೆ ಎಲ್ಲರಿಗೂ ಮಾದರಿ. ಶಾಲೆಯ ವಾರ್ಷಿಕೋತ್ಸವದಲ್ಲಿ ಅವನಿಗೆ ಉತ್ತಮ ವಿದ್ಯಾರ್ಥಿ ಪ್ರಶಸ್ತಿ ನೀಡಲಾಯಿತು. ಅಂದು ಅವನ ಮುಖದಲ್ಲಿದ್ದ ಸಂತೋಷ ಇಂದಿಗೂ ನನ್ನ ಕಣ್ಣ ಮುಂದೆ ಇದೆ. ಬದುಕು ಯಾರನ್ನು ಎಲ್ಲಿಗೆ ಕೊಂಡೊಯ್ಯುತ್ತದೆ ಎಂದು ಹೇಳಲಾಗದು. ಆದರೆ ಪ್ರಾಮಾಣಿಕ ಶ್ರಮ ಎಂದೂ ವ್ಯರ್ಥವಾಗದು. ಕಾಫಿ ಲೋಟದ ಹುಡುಗನ ಕಥೆ ಅದಕ್ಕೆ ಸಾಕ್ಷಿ. ಅವನು ಇಂದು ನಮಗೆಲ್ಲ ಸ್ಫೂರ್ತಿ.	[1319, 349, 1505, 771]
proverb-box	[141, 555, 500, 610]
person-silhouette	[899, 1978, 945, 2167]
person-silhouette	[834, 1973, 881, 2167]
paper-title-box: ಮೈಸೂರು ಮಿತ್ರ	[152, 301, 487, 358]
letter4-title: ಸಮ್ಮಿಶ್ರ ಸರಕಾರಕ್ಕೆ ಸಹಕಾರ ನೀಡಿ	[181, 1898, 457, 1929]
